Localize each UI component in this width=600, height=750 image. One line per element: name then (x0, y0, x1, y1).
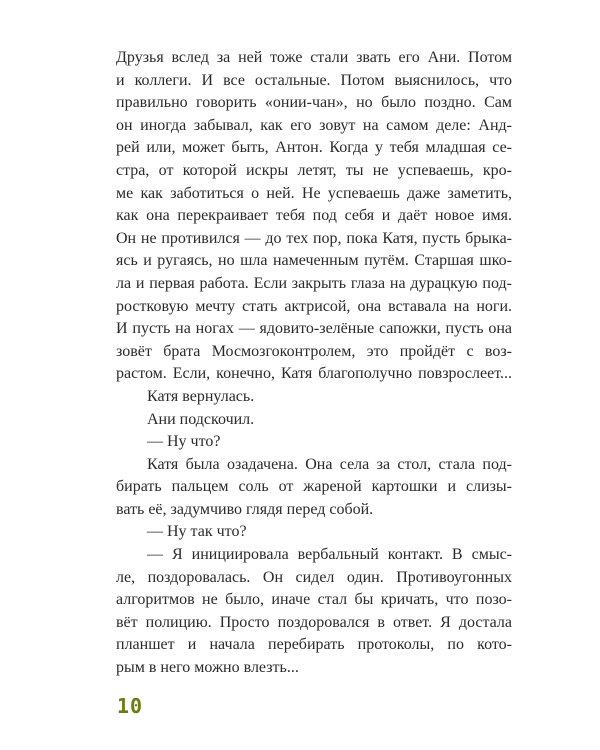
text-line: он иногда забывал, как его зовут на самом деле: Анд- (116, 116, 512, 134)
text-line: ле, поздоровалась. Он сидел один. Противоугонных (116, 568, 512, 586)
text-line: Он не противился — до тех пор, пока Катя, пусть брыка- (116, 229, 512, 247)
text-line: Катя была озадачена. Она села за стол, стала под- (147, 455, 512, 473)
text-line: как она перекраивает тебя под себя и даёт новое имя. (116, 207, 512, 225)
text-line: алгоритмов не было, иначе стал бы кричать, что позо- (116, 591, 512, 609)
text-line: ла и первая работа. Если закрыть глаза на дурацкую под- (116, 274, 512, 292)
text-line: ясь и ругаясь, но шла намеченным путём. Старшая шко- (116, 252, 512, 270)
text-line: вёт полицию. Просто поздоровался в ответ. Я достала (116, 613, 512, 631)
body-text (116, 47, 512, 680)
text-line: Катя вернулась. (147, 387, 255, 405)
text-line: бирать пальцем соль от жареной картошки и слизы- (116, 478, 512, 496)
text-line: Ани подскочил. (147, 410, 255, 428)
text-line: и коллеги. И все остальные. Потом выяснилось, что (116, 71, 512, 89)
text-line: Друзья вслед за ней тоже стали звать его Ани. Потом (116, 49, 512, 66)
page-number: 10 (117, 694, 144, 718)
text-line: — Ну так что? (147, 523, 247, 541)
text-line: ростковую мечту стать актрисой, она вставала на ноги. (116, 297, 512, 315)
text-line: — Ну что? (147, 433, 221, 451)
text-line: планшет и начала перебирать протоколы, по кото- (116, 636, 512, 654)
text-line: вать её, задумчиво глядя перед собой. (116, 500, 374, 518)
text-line: — Я инициировала вербальный контакт. В смыс- (147, 546, 512, 564)
text-line: стра, от которой искры летят, ты не успеваешь, кро- (116, 161, 512, 179)
text-line: рым в него можно влезть... (116, 659, 299, 677)
text-line: ме как заботиться о ней. Не успеваешь даже заметить, (116, 184, 512, 202)
text-line: И пусть на ногах — ядовито-зелёные сапожки, пусть она (116, 320, 512, 338)
text-line: растом. Если, конечно, Катя благополучно повзрослеет... (116, 365, 512, 383)
text-line: правильно говорить «онии-чан», но было поздно. Сам (116, 94, 512, 112)
text-line: рей или, может быть, Антон. Когда у тебя младшая се- (116, 139, 512, 157)
text-line: зовёт брата Мосмозгоконтролем, это пройдёт с воз- (116, 342, 512, 360)
